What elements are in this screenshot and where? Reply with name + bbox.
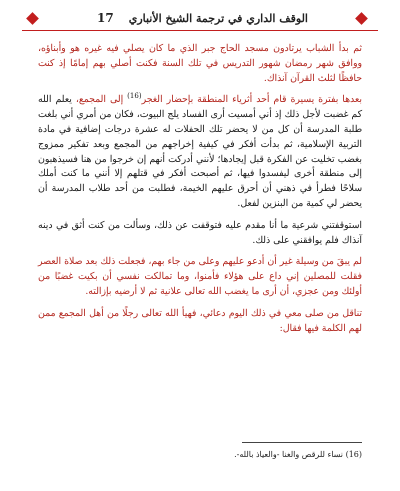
page-number: 17 xyxy=(97,11,114,25)
footnote: (16) نساء للرقص والغنا -والعياذ بالله-. xyxy=(234,450,362,459)
paragraph xyxy=(38,219,362,249)
highlighted-text: إلى المجمع، xyxy=(71,94,128,106)
header-ornament-icon xyxy=(355,12,368,25)
paragraph xyxy=(38,255,362,299)
footnote-reference: (16) xyxy=(127,92,142,101)
highlighted-text: بعدها بفترة يسيرة قام أحد أثرياء المنطقة بإحضار الغجر xyxy=(141,94,362,106)
text-run: يعلم الله كم غضبت لأجل ذلك إذ أني أمسيت أرى الفساد يلج البيوت، فكان من أمري أني بلغت طلبة المدرسة أن كل من لا يحضر تلك الحفلات له عشرة درجات إضافية في مادة التربية الإسلامية، ثم بدأت أفكر في كيفية إخراجهم من المجمع وبعد تفكير ممزوج بغضب تخليت عن الفكرة قبل إيجادها؛ لأنني أدركت أنهم إن خرجوا من هنا فسيذهبون إلى منطقة أخرى ليفسدوا فيها، ثم أصبحت أفكر في قتلهم إلا أنني ما كنت أملك سلاحًا فطرأ في ذهني أن أحرق عليهم الخيمة، فطلبت من أحد طلاب المدرسة أن يحضر لي كمية من البنزين لفعل. xyxy=(38,94,362,209)
text-run: استوقفتني شرعية ما أنا مقدم عليه فتوقفت عن ذلك، وسألت من كنت أثق في دينه آنذاك فلم يوافقني على ذلك. xyxy=(38,219,362,246)
highlighted-text: ثم بدأ الشباب يرتادون مسجد الحاج جبر الذي ما كان يصلي فيه غيره هو وأبناؤه، ووافق شهر رمضان شهور التدريس في تلك السنة فكنت أصلي بهم إمامًا إذ كنت حافظًا لثلث القرآن آنذاك. xyxy=(38,43,362,84)
body-text xyxy=(38,42,362,343)
running-header xyxy=(22,8,378,30)
paragraph xyxy=(38,93,362,211)
highlighted-text: تناقل من صلى معي في ذلك اليوم دعائي، فهيأ الله تعالى رجلًا من أهل المجمع ممن لهم الكلمة فيها فقال: xyxy=(38,307,362,334)
header-ornament-icon xyxy=(26,12,39,25)
running-title: الوقف الداري في ترجمة الشيخ الأنباري xyxy=(128,12,308,25)
paragraph xyxy=(38,42,362,86)
header-rule xyxy=(22,30,378,31)
paragraph xyxy=(38,307,362,337)
footnote-separator xyxy=(242,442,362,443)
highlighted-text: لم يبقَ من وسيلة غير أن أدعو عليهم وعلى من جاء بهم، فجعلت ذلك بعد صلاة العصر فقلت للمصلين إني داع على هؤلاء فأمنوا، وما تمالكت نفسي أن بكيت غضبًا من أولئك ومن عجزي، أن أرى ما يغضب الله تعالى علانية ثم لا أرضيه بإزالته. xyxy=(38,256,362,297)
